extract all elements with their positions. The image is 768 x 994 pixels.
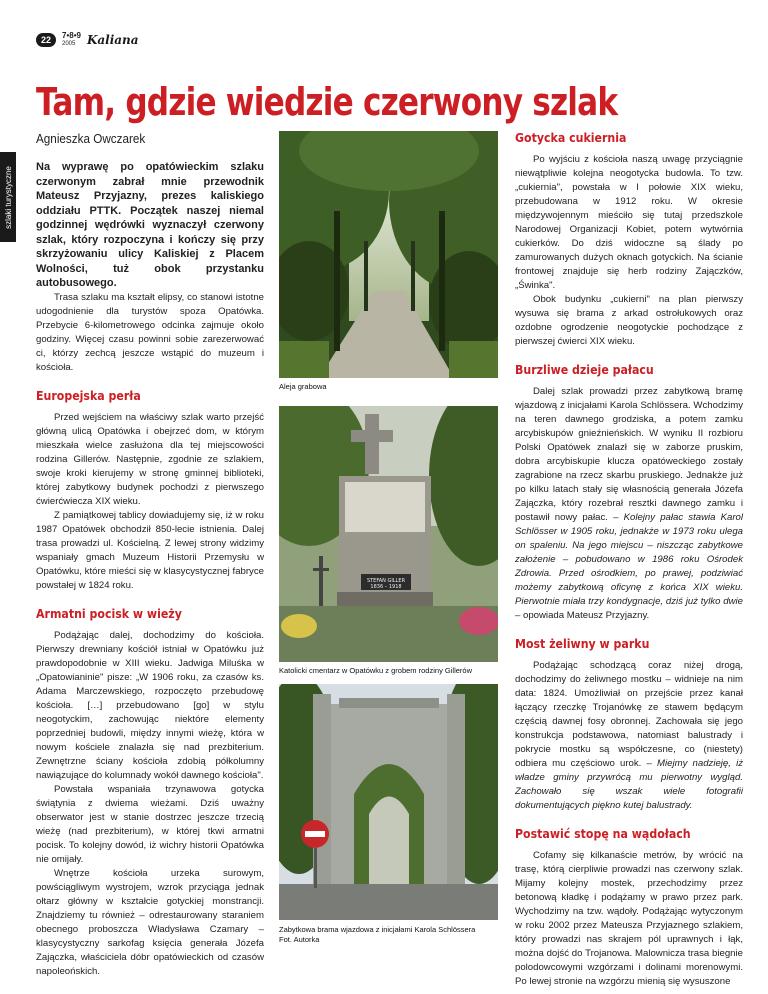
lead-paragraph: Na wyprawę po opatówieckim szlaku czerwonym zabrał mnie przewodnik Mateusz Przyjazny, prezes kaliskiego oddziału PTTK. Początek naszej niemal godzinnej wędrówki wyznaczył czerwony szlak, który rozpoczyna i kończy się przy skrzyżowaniu ulicy Kaliskiej z Placem Wolności, tuż obok przystanku autobusowego. xyxy=(36,161,264,289)
issue-date xyxy=(62,32,81,48)
paragraph xyxy=(515,385,743,623)
paragraph: Przed wejściem na właściwy szlak warto przejść główną ulicą Opatówka i obejrzeć dom, w którym mieszkała wielce zasłużona dla tej miejscowości rodzina Gillerów. Następnie, zgodnie ze szlakiem, swoje kroki kierujemy w stronę gminnej biblioteki, której zabytkowy budynek pochodzi z pierwszego ćwierćwiecza XIX wieku. xyxy=(36,411,264,507)
column-left xyxy=(36,160,264,979)
quote-text: – Kolejny pałac stawia Karol Schlösser w 1905 roku, jednakże w 1973 roku ulega on spaleniu. Na jego miejscu – niszcząc zabytkowe założenie – pobudowano w 1986 roku Ośrodek Zdrowia. Przed ośrodkiem, po prawej, podziwiać możemy zabytkową oficynę z końca XIX wieku. Pierwotnie miała trzy kondygnacje, dziś już tylko dwie xyxy=(515,512,743,607)
photo-caption: Katolicki cmentarz w Opatówku z grobem rodziny Gillerów xyxy=(279,666,472,675)
page-header xyxy=(36,30,139,50)
quote-attribution: – opowiada Mateusz Przyjazny. xyxy=(515,610,650,621)
photo-caption: Zabytkowa brama wjazdowa z inicjałami Karola Schlössera Fot. Autorka xyxy=(279,925,476,944)
paragraph: Trasa szlaku ma kształt elipsy, co stanowi istotne udogodnienie dla turystów spoza Opatówka. Przebycie 6-kilometrowego odcinka zajmuje około godziny. Więcej czasu powinni sobie zarezerwować ci, którzy zechcą jeszcze wstąpić do muzeum i kościoła. xyxy=(36,291,264,373)
magazine-logo: Kaliana xyxy=(86,33,139,47)
photo-hornbeam-alley xyxy=(279,131,498,378)
paragraph: Z pamiątkowej tablicy dowiadujemy się, iż w roku 1987 Opatówek obchodził 850-lecie istnienia. Dalej trasa prowadzi ul. Kościelną. Z lewej strony widzimy wspaniały gmach Muzeum Historii Przemysłu w Opatówku, które mieści się w klasycystycznej fabryce powstałej w 1824 roku. xyxy=(36,509,264,591)
grave-inscription-name: STEFAN GILLER xyxy=(366,578,406,584)
quote-text: – Miejmy nadzieję, iż władze gminy przywrócą mu pierwotny wygląd. Zachowało się wszak wiele fotografii dokumentujących piękno kutej balustrady. xyxy=(515,758,743,811)
paragraph-text: Dalej szlak prowadzi przez zabytkową bramę wjazdową z inicjałami Karola Schlössera. Wchodzimy na teren dawnego grodziska, a potem zamku arcybiskupów gnieźnieńskich. W wyniku II rozbioru Polski Opatówek znalazł się w zaborze pruskim, dobra arcybiskupie klucza opatóweckiego zostały zagrabione na rzecz skarbu pruskiego. Jednakże już po kilku latach stały się własnością generała Józefa Zajączka, który rozebrał resztki dawnego zamku i postawił nowy pałac. xyxy=(515,386,743,523)
article-title: Tam, gdzie wiedzie czerwony szlak xyxy=(36,80,618,124)
section-heading: Gotycka cukiernia xyxy=(515,130,627,145)
issue-line1: 7•8•9 xyxy=(62,31,81,40)
paragraph: Powstała wspaniała trzynawowa gotycka świątynia z dwiema wieżami. Dziś uważny obserwator jest w stanie dostrzec jeszcze trzecią wieżę (nad prezbiterium), w której tkwi armatni pocisk. To kolejny dowód, iż wichry historii Opatówka nie omijały. xyxy=(36,783,264,865)
section-heading: Burzliwe dzieje pałacu xyxy=(515,362,654,377)
article-author: Agnieszka Owczarek xyxy=(36,131,146,146)
photo-cemetery xyxy=(279,406,498,662)
paragraph: Cofamy się kilkanaście metrów, by wrócić na trasę, którą cierpliwie prowadzi nas czerwony szlak. Mijamy kolejny mostek, przechodzimy przez betonową kładkę i podążamy w prawo przez park. Wychodzimy na tzw. wądoły. Podążając wytyczonym w roku 2002 przez Mateusza Przyjaznego szlakiem, który prowadzi nas skrajem pól uprawnych i łąk, można dojść do Trojanowa. Malownicza trasa biegnie polodowcowymi wzgórzami i dolinami morenowymi. Po lewej stronie na wzgórzu mienią się wysuszone xyxy=(515,850,743,987)
section-heading: Europejska perła xyxy=(36,387,141,403)
paragraph: Wnętrze kościoła urzeka surowym, powściągliwym wystrojem, wzrok przyciąga jednak ołtarz główny w kształcie gotyckiej monstrancji. Znajdziemy tu również – odrestaurowany staraniem obecnego proboszcza Władysława Czamary – klasycystyczny sarkofag księcia generała Józefa Zajączka, właściciela dóbr opatówieckich od czasów napoleońskich. xyxy=(36,867,264,977)
section-side-label-text: szlaki turystyczne xyxy=(3,165,13,229)
section-heading: Postawić stopę na wądołach xyxy=(515,826,691,841)
photo-caption: Aleja grabowa xyxy=(279,382,327,391)
section-heading: Most żeliwny w parku xyxy=(515,636,650,651)
paragraph: Po wyjściu z kościoła naszą uwagę przyciągnie niewątpliwie kolejna neogotycka budowla. To tzw. „cukiernia", powstała w I połowie XIX wieku, przebudowana w 1912 roku. W okresie międzywojennym mieściło się tutaj przedszkole Narodowej Organizacji Kobiet, potem wytwórnia cukierków. Do dziś widoczne są ślady po zamurowanych dużych oknach gotyckich. Na ścianie frontowej znajduje się herb rodziny Zajączków, „Świnka". xyxy=(515,154,743,291)
paragraph: Obok budynku „cukierni" na plan pierwszy wysuwa się brama z arkad ostrołukowych oraz ozdobne ogrodzenie neogotyckie pochodzące z pierwszej ćwierci XIX wieku. xyxy=(515,294,743,347)
section-heading: Armatni pocisk w wieży xyxy=(36,605,182,621)
page-number: 22 xyxy=(36,33,56,47)
paragraph: Podążając dalej, dochodzimy do kościoła. Pierwszy drewniany kościół istniał w Opatówku już prawdopodobnie w XIII wieku. Jadwiga Miluśka w „Opatowianinie" pisze: „W 1906 roku, za czasów ks. Adama Marczewskiego, rozpoczęto przebudowę kościoła. […] przebudowano [go] w stylu neogotyckim, zachowując niektóre elementy poprzedniej budowli, między innymi wieżę, która w nowym kościele znalazła się nad prezbiterium. Zewnętrzne ściany kościoła zdobią półkolumny nawiązujące do kolumnady wokół dawnego kościoła". xyxy=(36,629,264,781)
paragraph-text: Podążając schodzącą coraz niżej drogą, dochodzimy do żeliwnego mostku – widnieje na nim data: 1824. Umożliwiał on przejście przez kanał łączący rzeczkę Trojanówkę ze stawem będącym częścią dawnej fosy obronnej. Zachowała się jego konstrukcja podstawowa, natomiast balustrady i pokrycie mostku są współczesne, co (niestety) odbiera mu częściowo urok. xyxy=(515,660,743,769)
section-side-label xyxy=(0,152,16,242)
issue-line2: 2005 xyxy=(62,41,76,47)
column-right xyxy=(515,131,743,989)
photo-entrance-gate xyxy=(279,684,498,920)
grave-inscription-dates: 1836 – 1918 xyxy=(370,584,402,590)
paragraph xyxy=(515,659,743,813)
